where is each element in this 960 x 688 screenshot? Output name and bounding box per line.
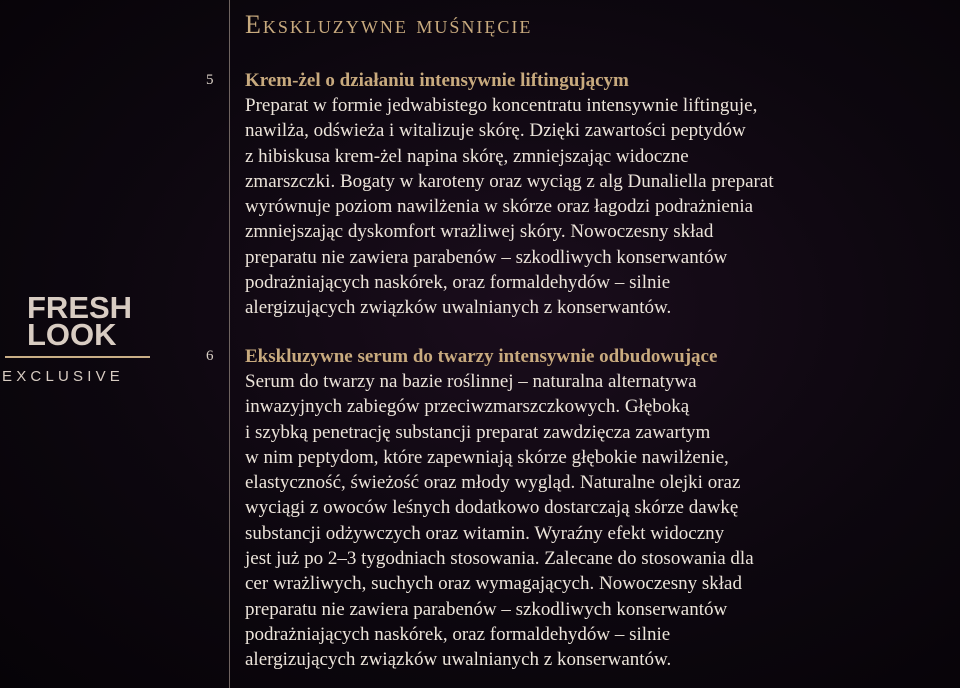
description-line: preparatu nie zawiera parabenów – szkodliwych konserwantów <box>245 598 728 620</box>
description-line: preparatu nie zawiera parabenów – szkodliwych konserwantów <box>245 246 728 268</box>
vertical-divider <box>229 0 230 688</box>
description-line: zmniejszając dyskomfort wrażliwej skóry. Nowoczesny skład <box>245 221 714 243</box>
section-title: Ekskluzywne muśnięcie <box>245 10 533 39</box>
description-line: i szybką penetrację substancji preparat zawdzięcza zawartym <box>245 421 711 443</box>
description-line: alergizujących związków uwalnianych z konserwantów. <box>245 297 672 319</box>
description-line: wyciągi z owoców leśnych dodatkowo dostarczają skórze dawkę <box>245 497 739 519</box>
description-line: nawilża, odświeża i witalizuje skórę. Dzięki zawartości peptydów <box>245 120 746 142</box>
product-title: Krem-żel o działaniu intensywnie liftingującym <box>245 70 629 91</box>
product-title: Ekskluzywne serum do twarzy intensywnie odbudowujące <box>245 346 718 367</box>
description-line: w nim peptydom, które zapewniają skórze głębokie nawilżenie, <box>245 446 729 468</box>
product-description <box>245 93 774 321</box>
product-description <box>245 369 754 673</box>
brand-logo-subtitle: EXCLUSIVE <box>2 368 124 385</box>
description-line: wyrównuje poziom nawilżenia w skórze oraz łagodzi podrażnienia <box>245 196 754 218</box>
brand-logo-rule <box>5 356 150 358</box>
description-line: zmarszczki. Bogaty w karoteny oraz wyciąg z alg Dunaliella preparat <box>245 170 774 192</box>
description-line: podrażniających naskórek, oraz formaldehydów – silnie <box>245 272 671 294</box>
brand-logo-line-1: FRESH <box>27 290 133 325</box>
description-line: jest już po 2–3 tygodniach stosowania. Zalecane do stosowania dla <box>245 548 754 570</box>
brand-logo <box>0 290 160 400</box>
product-number: 5 <box>206 72 214 88</box>
description-line: z hibiskusa krem-żel napina skórę, zmniejszając widoczne <box>245 145 689 167</box>
product-number: 6 <box>206 348 214 364</box>
description-line: podrażniających naskórek, oraz formaldehydów – silnie <box>245 623 671 645</box>
description-line: Serum do twarzy na bazie roślinnej – naturalna alternatywa <box>245 371 697 392</box>
description-line: Preparat w formie jedwabistego koncentratu intensywnie liftinguje, <box>245 95 758 116</box>
brand-logo-line-2: LOOK <box>27 317 117 352</box>
description-line: substancji odżywczych oraz witamin. Wyraźny efekt widoczny <box>245 522 725 544</box>
description-line: inwazyjnych zabiegów przeciwzmarszczkowych. Głęboką <box>245 396 690 418</box>
description-line: elastyczność, świeżość oraz młody wygląd. Naturalne olejki oraz <box>245 472 741 494</box>
description-line: alergizujących związków uwalnianych z konserwantów. <box>245 649 672 671</box>
description-line: cer wrażliwych, suchych oraz wymagających. Nowoczesny skład <box>245 573 742 595</box>
